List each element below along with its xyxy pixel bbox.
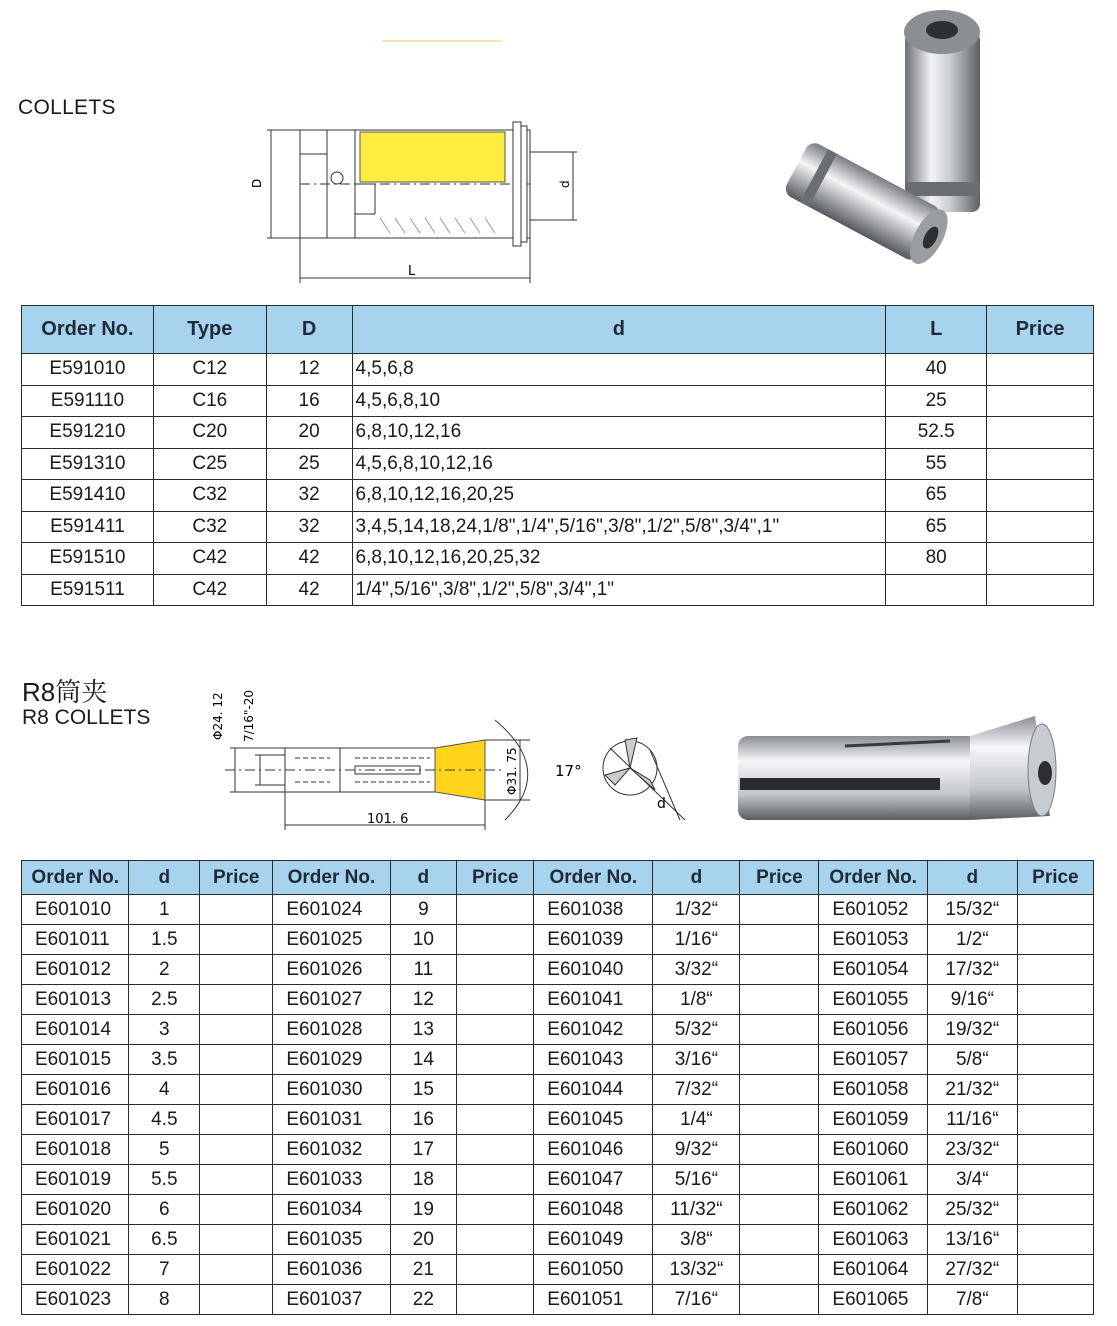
table-row bbox=[22, 955, 1094, 985]
table-cell: E591410 bbox=[22, 480, 154, 512]
table-cell: E601019 bbox=[22, 1165, 129, 1195]
table-cell: C42 bbox=[153, 543, 266, 575]
column-header: Type bbox=[153, 306, 266, 354]
table-cell bbox=[457, 1075, 534, 1105]
table-cell: 15/32“ bbox=[927, 895, 1017, 925]
table-cell: 5 bbox=[129, 1135, 200, 1165]
table-cell: E601013 bbox=[22, 985, 129, 1015]
table-cell: 80 bbox=[886, 543, 987, 575]
table-cell: E601060 bbox=[819, 1135, 927, 1165]
table-cell: E601024 bbox=[273, 895, 390, 925]
column-header: Order No. bbox=[22, 861, 129, 895]
table-cell bbox=[200, 955, 273, 985]
table-cell bbox=[886, 574, 987, 606]
table-cell: 25 bbox=[886, 385, 987, 417]
dim-label-d: d bbox=[558, 180, 572, 188]
table-cell bbox=[457, 1015, 534, 1045]
table-cell: E601042 bbox=[534, 1015, 653, 1045]
table-row bbox=[22, 925, 1094, 955]
table-cell: E601015 bbox=[22, 1045, 129, 1075]
table-cell: E601011 bbox=[22, 925, 129, 955]
table-cell: E601055 bbox=[819, 985, 927, 1015]
table-cell: E591110 bbox=[22, 385, 154, 417]
table-cell bbox=[457, 925, 534, 955]
table-cell bbox=[740, 1075, 819, 1105]
dim-angle-label: 17° bbox=[555, 762, 582, 780]
table-cell: 25 bbox=[266, 448, 352, 480]
column-header: D bbox=[266, 306, 352, 354]
table-row bbox=[22, 1135, 1094, 1165]
table-cell: E601053 bbox=[819, 925, 927, 955]
table-cell: E591010 bbox=[22, 354, 154, 386]
table-cell bbox=[1017, 1255, 1093, 1285]
table-cell bbox=[200, 1285, 273, 1315]
table-cell: E601037 bbox=[273, 1285, 390, 1315]
table-row bbox=[22, 1285, 1094, 1315]
table-cell bbox=[200, 1045, 273, 1075]
dim-thread-label: 7/16"-20 bbox=[242, 689, 256, 742]
table-cell: E601021 bbox=[22, 1225, 129, 1255]
column-header: L bbox=[886, 306, 987, 354]
table-cell bbox=[200, 925, 273, 955]
collets-table bbox=[21, 305, 1094, 606]
table-cell bbox=[457, 985, 534, 1015]
table-cell: 12 bbox=[390, 985, 457, 1015]
table-cell: E601045 bbox=[534, 1105, 653, 1135]
table-cell: 1/4“ bbox=[653, 1105, 740, 1135]
table-row bbox=[22, 1105, 1094, 1135]
r8-collets-table bbox=[21, 860, 1094, 1315]
table-cell bbox=[200, 1165, 273, 1195]
table-row bbox=[22, 574, 1094, 606]
table-row bbox=[22, 895, 1094, 925]
table-cell bbox=[987, 385, 1094, 417]
table-cell: E601047 bbox=[534, 1165, 653, 1195]
table-row bbox=[22, 511, 1094, 543]
table-cell bbox=[740, 1045, 819, 1075]
table-cell bbox=[200, 1225, 273, 1255]
table-cell bbox=[200, 1075, 273, 1105]
table-cell: E601012 bbox=[22, 955, 129, 985]
table-cell: E601048 bbox=[534, 1195, 653, 1225]
table-cell: E601046 bbox=[534, 1135, 653, 1165]
table-cell: 3 bbox=[129, 1015, 200, 1045]
table-cell bbox=[1017, 1045, 1093, 1075]
table-cell: 13 bbox=[390, 1015, 457, 1045]
table-cell: E601026 bbox=[273, 955, 390, 985]
table-cell bbox=[1017, 1135, 1093, 1165]
table-cell: 42 bbox=[266, 574, 352, 606]
table-cell: 4,5,6,8,10,12,16 bbox=[352, 448, 886, 480]
table-row bbox=[22, 448, 1094, 480]
table-cell: 6.5 bbox=[129, 1225, 200, 1255]
table-cell bbox=[987, 417, 1094, 449]
table-cell: 2.5 bbox=[129, 985, 200, 1015]
table-cell: 1/4",5/16",3/8",1/2",5/8",3/4",1" bbox=[352, 574, 886, 606]
table-cell: E601023 bbox=[22, 1285, 129, 1315]
table-cell: E601051 bbox=[534, 1285, 653, 1315]
table-cell bbox=[740, 955, 819, 985]
table-cell: 65 bbox=[886, 480, 987, 512]
table-cell: 1.5 bbox=[129, 925, 200, 955]
column-header: d bbox=[927, 861, 1017, 895]
table-cell: 3/32“ bbox=[653, 955, 740, 985]
table-cell: 3/16“ bbox=[653, 1045, 740, 1075]
table-cell: 25/32“ bbox=[927, 1195, 1017, 1225]
table-cell bbox=[740, 925, 819, 955]
column-header: Price bbox=[740, 861, 819, 895]
column-header: d bbox=[129, 861, 200, 895]
table-body bbox=[22, 895, 1094, 1315]
table-cell bbox=[1017, 1015, 1093, 1045]
table-cell bbox=[1017, 1165, 1093, 1195]
table-cell bbox=[1017, 895, 1093, 925]
table-row bbox=[22, 1225, 1094, 1255]
table-cell: 20 bbox=[266, 417, 352, 449]
table-cell bbox=[740, 1195, 819, 1225]
table-cell: E601030 bbox=[273, 1075, 390, 1105]
column-header: Price bbox=[200, 861, 273, 895]
table-cell: 7/8“ bbox=[927, 1285, 1017, 1315]
table-cell: C32 bbox=[153, 480, 266, 512]
table-cell: E601057 bbox=[819, 1045, 927, 1075]
table-cell bbox=[987, 354, 1094, 386]
table-cell bbox=[457, 895, 534, 925]
table-cell bbox=[457, 1225, 534, 1255]
table-cell: 7 bbox=[129, 1255, 200, 1285]
table-row bbox=[22, 1015, 1094, 1045]
table-cell: E601010 bbox=[22, 895, 129, 925]
table-cell: E601036 bbox=[273, 1255, 390, 1285]
table-cell: 3,4,5,14,18,24,1/8",1/4",5/16",3/8",1/2",5/8",3/4",1" bbox=[352, 511, 886, 543]
table-cell: 20 bbox=[390, 1225, 457, 1255]
table-cell: C20 bbox=[153, 417, 266, 449]
table-row bbox=[22, 1075, 1094, 1105]
section-title-cn: R8筒夹 bbox=[22, 677, 108, 707]
table-cell bbox=[1017, 1195, 1093, 1225]
table-cell: 27/32“ bbox=[927, 1255, 1017, 1285]
table-row bbox=[22, 1195, 1094, 1225]
table-cell bbox=[987, 511, 1094, 543]
table-cell bbox=[740, 1165, 819, 1195]
table-cell: 11/32“ bbox=[653, 1195, 740, 1225]
table-cell: 19/32“ bbox=[927, 1015, 1017, 1045]
table-cell: E601014 bbox=[22, 1015, 129, 1045]
table-cell: C12 bbox=[153, 354, 266, 386]
table-cell: 18 bbox=[390, 1165, 457, 1195]
table-row bbox=[22, 480, 1094, 512]
table-cell bbox=[740, 985, 819, 1015]
table-cell: E601039 bbox=[534, 925, 653, 955]
table-cell: E601016 bbox=[22, 1075, 129, 1105]
table-cell: E601041 bbox=[534, 985, 653, 1015]
table-cell: 6 bbox=[129, 1195, 200, 1225]
table-cell: 1 bbox=[129, 895, 200, 925]
table-cell: 42 bbox=[266, 543, 352, 575]
table-cell: 6,8,10,12,16,20,25 bbox=[352, 480, 886, 512]
table-cell: 5/16“ bbox=[653, 1165, 740, 1195]
table-cell: E601032 bbox=[273, 1135, 390, 1165]
table-cell: E601064 bbox=[819, 1255, 927, 1285]
table-cell: 7/16“ bbox=[653, 1285, 740, 1315]
dim-length-label: 101. 6 bbox=[367, 812, 409, 827]
table-row bbox=[22, 985, 1094, 1015]
table-cell: E601044 bbox=[534, 1075, 653, 1105]
table-cell bbox=[457, 1105, 534, 1135]
table-cell: E601050 bbox=[534, 1255, 653, 1285]
dim-dia-label: Φ24. 12 bbox=[211, 692, 225, 740]
table-cell bbox=[200, 1255, 273, 1285]
table-cell bbox=[987, 448, 1094, 480]
table-cell bbox=[740, 1225, 819, 1255]
table-cell: 12 bbox=[266, 354, 352, 386]
table-cell: 4,5,6,8,10 bbox=[352, 385, 886, 417]
table-body bbox=[22, 354, 1094, 606]
table-cell bbox=[200, 1105, 273, 1135]
table-cell: E601033 bbox=[273, 1165, 390, 1195]
table-cell bbox=[457, 1255, 534, 1285]
table-cell: 5/32“ bbox=[653, 1015, 740, 1045]
table-cell: 17 bbox=[390, 1135, 457, 1165]
table-cell: E601065 bbox=[819, 1285, 927, 1315]
table-cell: E601035 bbox=[273, 1225, 390, 1255]
table-cell: C25 bbox=[153, 448, 266, 480]
table-cell: 16 bbox=[266, 385, 352, 417]
table-cell: E601043 bbox=[534, 1045, 653, 1075]
table-cell: 11/16“ bbox=[927, 1105, 1017, 1135]
table-cell: 9/32“ bbox=[653, 1135, 740, 1165]
column-header: d bbox=[390, 861, 457, 895]
table-cell: 17/32“ bbox=[927, 955, 1017, 985]
table-cell bbox=[740, 1135, 819, 1165]
table-cell: E601028 bbox=[273, 1015, 390, 1045]
table-cell: 7/32“ bbox=[653, 1075, 740, 1105]
table-cell: 9/16“ bbox=[927, 985, 1017, 1015]
table-cell: 10 bbox=[390, 925, 457, 955]
table-cell: 65 bbox=[886, 511, 987, 543]
column-header: Order No. bbox=[273, 861, 390, 895]
table-cell bbox=[740, 1285, 819, 1315]
table-cell: 3/4“ bbox=[927, 1165, 1017, 1195]
table-cell: C42 bbox=[153, 574, 266, 606]
table-cell: 52.5 bbox=[886, 417, 987, 449]
section-title-collets: COLLETS bbox=[18, 96, 116, 119]
table-cell bbox=[457, 955, 534, 985]
table-cell bbox=[1017, 985, 1093, 1015]
table-cell bbox=[457, 1285, 534, 1315]
table-cell: E591310 bbox=[22, 448, 154, 480]
table-cell: 6,8,10,12,16,20,25,32 bbox=[352, 543, 886, 575]
table-cell bbox=[1017, 925, 1093, 955]
table-cell: 9 bbox=[390, 895, 457, 925]
decorative-line bbox=[382, 40, 502, 42]
table-row bbox=[22, 543, 1094, 575]
collet-photo bbox=[760, 2, 1000, 294]
table-cell bbox=[200, 1015, 273, 1045]
table-cell bbox=[200, 985, 273, 1015]
dim-label-L: L bbox=[408, 264, 416, 279]
dim-dia2-label: Φ31. 75 bbox=[505, 747, 519, 795]
table-cell bbox=[200, 895, 273, 925]
table-row bbox=[22, 1165, 1094, 1195]
table-cell: E591511 bbox=[22, 574, 154, 606]
table-cell: 55 bbox=[886, 448, 987, 480]
table-cell: 2 bbox=[129, 955, 200, 985]
table-cell: 21/32“ bbox=[927, 1075, 1017, 1105]
table-cell: 15 bbox=[390, 1075, 457, 1105]
table-cell: 5.5 bbox=[129, 1165, 200, 1195]
table-cell: E601038 bbox=[534, 895, 653, 925]
table-cell: 22 bbox=[390, 1285, 457, 1315]
table-cell: E601017 bbox=[22, 1105, 129, 1135]
table-cell: E601040 bbox=[534, 955, 653, 985]
table-cell: E601025 bbox=[273, 925, 390, 955]
table-cell bbox=[740, 1105, 819, 1135]
table-cell bbox=[987, 543, 1094, 575]
table-cell bbox=[987, 574, 1094, 606]
table-cell: E601022 bbox=[22, 1255, 129, 1285]
table-row bbox=[22, 385, 1094, 417]
table-cell: 6,8,10,12,16 bbox=[352, 417, 886, 449]
table-cell bbox=[1017, 1075, 1093, 1105]
table-cell: 4 bbox=[129, 1075, 200, 1105]
table-cell bbox=[457, 1045, 534, 1075]
table-cell bbox=[457, 1195, 534, 1225]
table-cell: E591210 bbox=[22, 417, 154, 449]
table-cell bbox=[200, 1195, 273, 1225]
collet-technical-drawing bbox=[250, 118, 585, 290]
table-cell: E601061 bbox=[819, 1165, 927, 1195]
column-header: d bbox=[653, 861, 740, 895]
table-cell: 8 bbox=[129, 1285, 200, 1315]
table-cell bbox=[1017, 1105, 1093, 1135]
table-cell: E601018 bbox=[22, 1135, 129, 1165]
column-header: Order No. bbox=[819, 861, 927, 895]
column-header: Order No. bbox=[534, 861, 653, 895]
table-cell bbox=[740, 1015, 819, 1045]
table-cell: E601054 bbox=[819, 955, 927, 985]
table-cell: E601059 bbox=[819, 1105, 927, 1135]
r8-technical-drawing bbox=[205, 680, 700, 840]
table-cell: 5/8“ bbox=[927, 1045, 1017, 1075]
dim-label-D: D bbox=[250, 178, 264, 188]
table-cell: E601062 bbox=[819, 1195, 927, 1225]
table-cell: 4.5 bbox=[129, 1105, 200, 1135]
table-cell: E591411 bbox=[22, 511, 154, 543]
table-cell: 13/16“ bbox=[927, 1225, 1017, 1255]
table-cell: E601020 bbox=[22, 1195, 129, 1225]
r8-collet-photo bbox=[730, 708, 1060, 830]
table-cell: 1/16“ bbox=[653, 925, 740, 955]
table-cell: 4,5,6,8 bbox=[352, 354, 886, 386]
table-cell: 1/8“ bbox=[653, 985, 740, 1015]
column-header: Price bbox=[1017, 861, 1093, 895]
table-header-row bbox=[22, 306, 1094, 354]
table-cell: E601031 bbox=[273, 1105, 390, 1135]
table-cell: 40 bbox=[886, 354, 987, 386]
table-cell: E601052 bbox=[819, 895, 927, 925]
table-cell: E601058 bbox=[819, 1075, 927, 1105]
table-cell: 21 bbox=[390, 1255, 457, 1285]
column-header: Price bbox=[987, 306, 1094, 354]
table-cell: E601063 bbox=[819, 1225, 927, 1255]
table-cell: 14 bbox=[390, 1045, 457, 1075]
table-cell bbox=[740, 895, 819, 925]
table-row bbox=[22, 1255, 1094, 1285]
table-row bbox=[22, 417, 1094, 449]
table-cell bbox=[1017, 1285, 1093, 1315]
table-cell: E601034 bbox=[273, 1195, 390, 1225]
table-cell: 32 bbox=[266, 511, 352, 543]
table-cell bbox=[740, 1255, 819, 1285]
table-cell: C32 bbox=[153, 511, 266, 543]
table-cell: 23/32“ bbox=[927, 1135, 1017, 1165]
table-cell: 11 bbox=[390, 955, 457, 985]
table-cell bbox=[457, 1135, 534, 1165]
table-cell: 3.5 bbox=[129, 1045, 200, 1075]
table-cell: 32 bbox=[266, 480, 352, 512]
table-cell: E601027 bbox=[273, 985, 390, 1015]
column-header: Order No. bbox=[22, 306, 154, 354]
table-cell: E601049 bbox=[534, 1225, 653, 1255]
table-cell bbox=[1017, 1225, 1093, 1255]
table-cell bbox=[200, 1135, 273, 1165]
table-cell: 1/2“ bbox=[927, 925, 1017, 955]
table-cell: C16 bbox=[153, 385, 266, 417]
dim-d-label: d bbox=[657, 796, 666, 812]
table-cell: E601029 bbox=[273, 1045, 390, 1075]
section-title-r8: R8 COLLETS bbox=[22, 706, 151, 729]
table-row bbox=[22, 354, 1094, 386]
column-header: d bbox=[352, 306, 886, 354]
table-row bbox=[22, 1045, 1094, 1075]
table-cell: E601056 bbox=[819, 1015, 927, 1045]
table-cell bbox=[457, 1165, 534, 1195]
table-cell: 3/8“ bbox=[653, 1225, 740, 1255]
table-cell bbox=[987, 480, 1094, 512]
table-cell: E591510 bbox=[22, 543, 154, 575]
table-header-row bbox=[22, 861, 1094, 895]
table-cell: 1/32“ bbox=[653, 895, 740, 925]
column-header: Price bbox=[457, 861, 534, 895]
table-cell: 19 bbox=[390, 1195, 457, 1225]
table-cell bbox=[1017, 955, 1093, 985]
table-cell: 16 bbox=[390, 1105, 457, 1135]
table-cell: 13/32“ bbox=[653, 1255, 740, 1285]
